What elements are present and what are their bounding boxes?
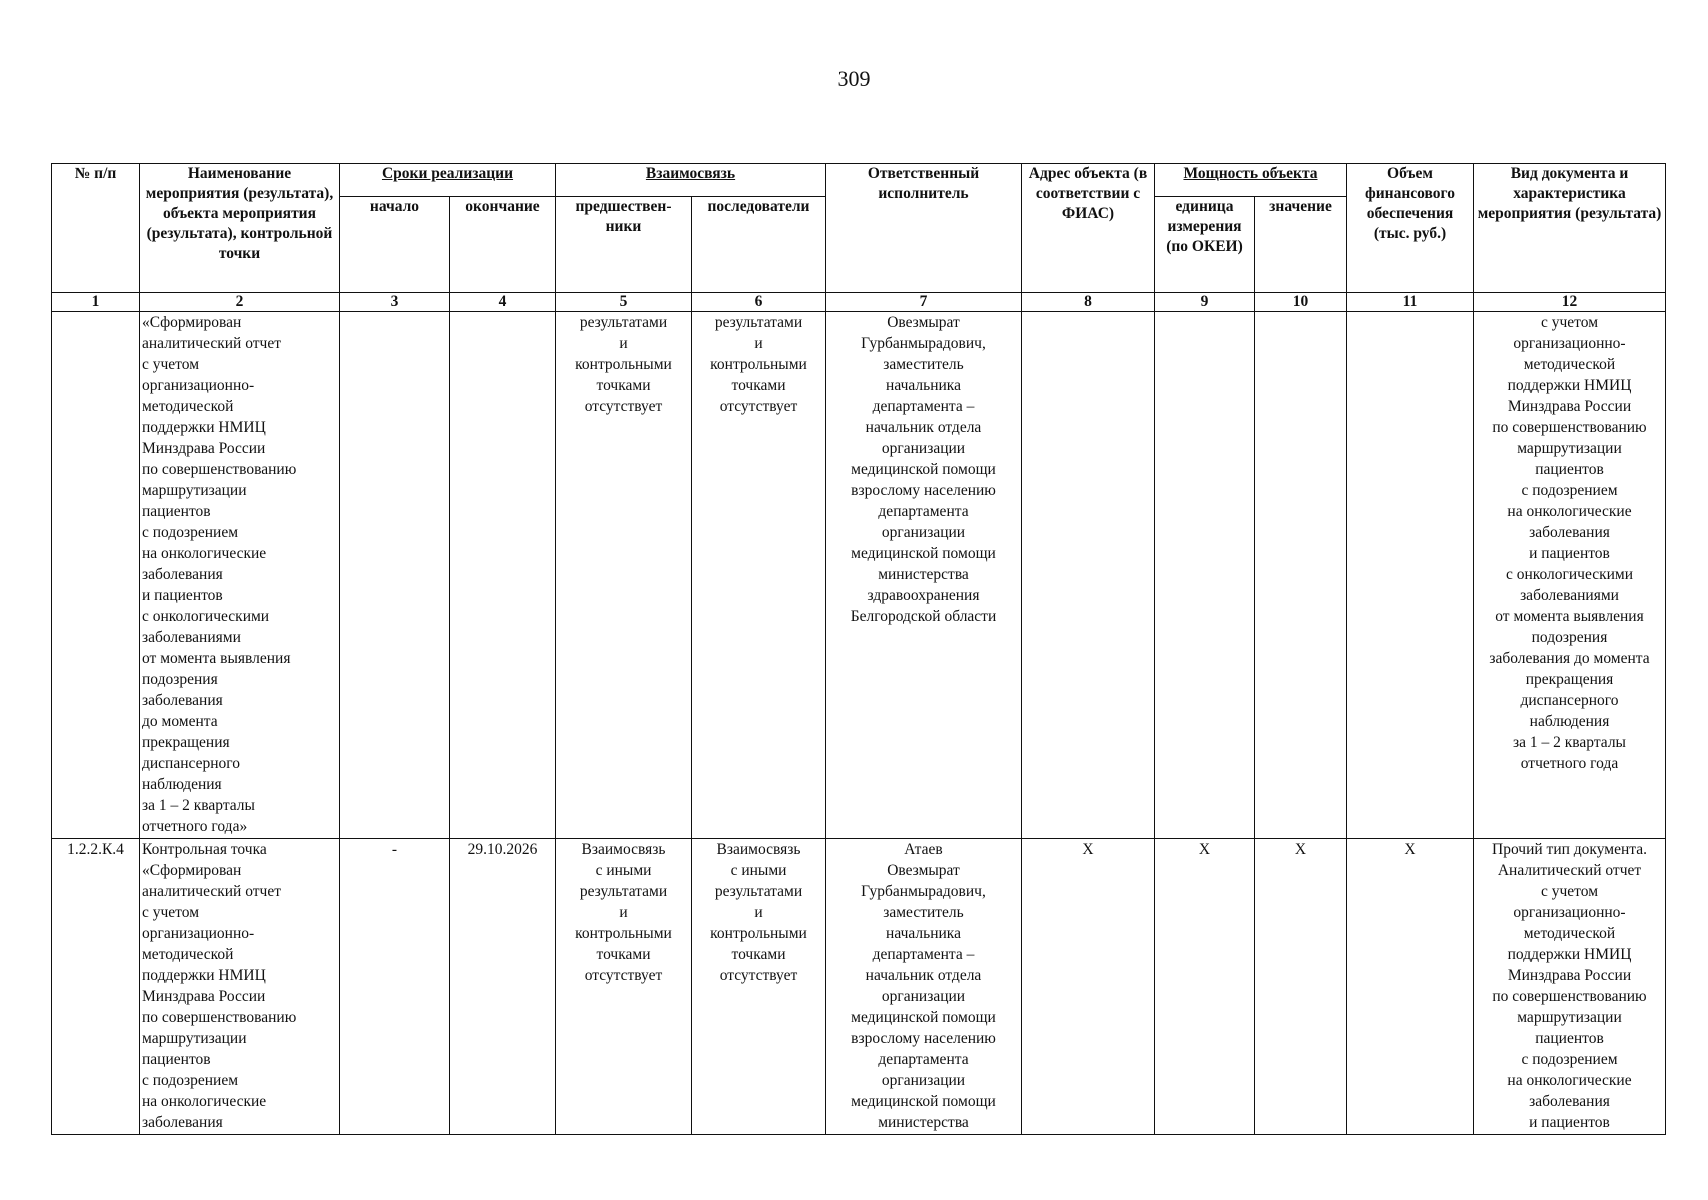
row-name: «Сформирован аналитический отчет с учетом организационно- методической поддержки НМИЦ Минздрава России по совершенствованию маршрутизации пациентов с подозрением на онкологические заболевания и пациентов с онкологическими заболеваниями от момента выявления подозрения заболевания до момента прекращения диспансерного наблюдения за 1 – 2 кварталы отчетного года»	[140, 312, 340, 839]
row-unit: Х	[1155, 839, 1255, 1135]
page-number: 309	[837, 66, 871, 91]
column-number: 2	[140, 293, 340, 312]
header-successors: последователи	[692, 197, 826, 293]
header-predecessors: предшествен-ники	[556, 197, 692, 293]
row-responsible: Овезмырат Гурбанмырадович, заместитель начальника департамента – начальник отдела организации медицинской помощи взрослому населению департамента организации медицинской помощи министерства здравоохранения Белгородской области	[826, 312, 1022, 839]
header-responsible: Ответственный исполнитель	[826, 164, 1022, 293]
row-end: 29.10.2026	[450, 839, 556, 1135]
header-address: Адрес объекта (в соответствии с ФИАС)	[1022, 164, 1155, 293]
table-row	[52, 312, 1666, 839]
row-name: Контрольная точка «Сформирован аналитический отчет с учетом организационно- методической поддержки НМИЦ Минздрава России по совершенствованию маршрутизации пациентов с подозрением на онкологические заболевания	[140, 839, 340, 1135]
column-number: 9	[1155, 293, 1255, 312]
row-start: -	[340, 839, 450, 1135]
column-number: 1	[52, 293, 140, 312]
header-value: значение	[1255, 197, 1347, 293]
row-address	[1022, 312, 1155, 839]
row-successors: Взаимосвязь с иными результатами и контрольными точками отсутствует	[692, 839, 826, 1135]
table-row	[52, 839, 1666, 1135]
header-row-1	[52, 164, 1666, 197]
header-end: окончание	[450, 197, 556, 293]
column-number: 11	[1347, 293, 1474, 312]
column-number: 4	[450, 293, 556, 312]
row-start	[340, 312, 450, 839]
row-predecessors: результатами и контрольными точками отсутствует	[556, 312, 692, 839]
column-number: 5	[556, 293, 692, 312]
row-responsible: Атаев Овезмырат Гурбанмырадович, заместитель начальника департамента – начальник отдела организации медицинской помощи взрослому населению департамента организации медицинской помощи министерства	[826, 839, 1022, 1135]
row-doc-type: с учетом организационно- методической поддержки НМИЦ Минздрава России по совершенствованию маршрутизации пациентов с подозрением на онкологические заболевания и пациентов с онкологическими заболеваниями от момента выявления подозрения заболевания до момента прекращения диспансерного наблюдения за 1 – 2 кварталы отчетного года	[1474, 312, 1666, 839]
header-link-group: Взаимосвязь	[556, 164, 826, 197]
column-number: 12	[1474, 293, 1666, 312]
header-doc-type: Вид документа и характеристика мероприятия (результата)	[1474, 164, 1666, 293]
row-doc-type: Прочий тип документа. Аналитический отчет с учетом организационно- методической поддержки НМИЦ Минздрава России по совершенствованию маршрутизации пациентов с подозрением на онкологические заболевания и пациентов	[1474, 839, 1666, 1135]
header-timing-group: Сроки реализации	[340, 164, 556, 197]
row-predecessors: Взаимосвязь с иными результатами и контрольными точками отсутствует	[556, 839, 692, 1135]
column-number: 3	[340, 293, 450, 312]
row-num: 1.2.2.К.4	[52, 839, 140, 1135]
header-num: № п/п	[52, 164, 140, 293]
row-value: Х	[1255, 839, 1347, 1135]
column-number-row	[52, 293, 1666, 312]
row-value	[1255, 312, 1347, 839]
row-end	[450, 312, 556, 839]
row-address: Х	[1022, 839, 1155, 1135]
header-capacity-group: Мощность объекта	[1155, 164, 1347, 197]
header-name: Наименование мероприятия (результата), объекта мероприятия (результата), контрольной точки	[140, 164, 340, 293]
column-number: 7	[826, 293, 1022, 312]
header-start: начало	[340, 197, 450, 293]
column-number: 6	[692, 293, 826, 312]
row-unit	[1155, 312, 1255, 839]
header-unit: единица измерения (по ОКЕИ)	[1155, 197, 1255, 293]
measures-table	[51, 163, 1666, 1135]
row-num	[52, 312, 140, 839]
row-funding: Х	[1347, 839, 1474, 1135]
column-number: 10	[1255, 293, 1347, 312]
row-successors: результатами и контрольными точками отсутствует	[692, 312, 826, 839]
column-number: 8	[1022, 293, 1155, 312]
header-funding: Объем финансового обеспечения (тыс. руб.)	[1347, 164, 1474, 293]
row-funding	[1347, 312, 1474, 839]
